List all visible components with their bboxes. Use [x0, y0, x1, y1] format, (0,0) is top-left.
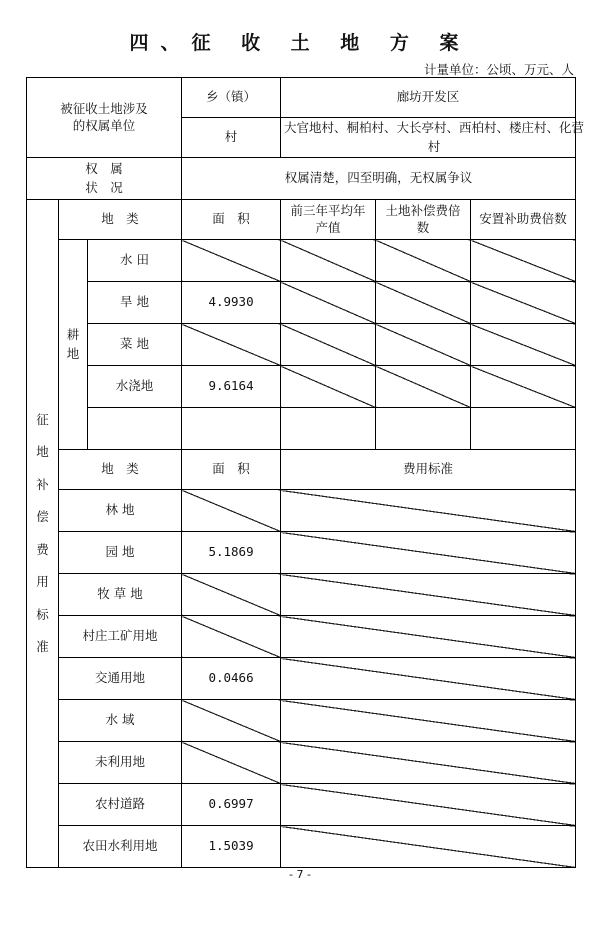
header-avg-annual-value: 前三年平均年产值 [281, 200, 376, 240]
measurement-unit-note: 计量单位：公顷、万元、人 [423, 62, 574, 77]
land-multiple-cell [376, 408, 471, 450]
land-type-name: 菜 地 [88, 324, 182, 366]
header-resettlement-multiple: 安置补助费倍数 [471, 200, 576, 240]
area-cell-empty [182, 700, 281, 742]
fee-standard-cell [281, 700, 576, 742]
table-row [27, 574, 576, 616]
land-type-name: 水浇地 [88, 366, 182, 408]
land-type-name: 旱 地 [88, 282, 182, 324]
fee-standard-cell [281, 532, 576, 574]
land-type-name [88, 408, 182, 450]
table-row [27, 658, 576, 700]
land-multiple-cell [376, 366, 471, 408]
area-cell-empty [182, 408, 281, 450]
land-type-name: 水 田 [88, 240, 182, 282]
area-cell-empty [182, 616, 281, 658]
area-cell-empty [182, 490, 281, 532]
fee-standard-cell [281, 658, 576, 700]
avg-value-cell [281, 408, 376, 450]
page-number: - 7 - [289, 868, 311, 881]
area-value: 0.0466 [182, 658, 281, 700]
land-type-name: 村庄工矿用地 [59, 616, 182, 658]
village-label: 村 [182, 118, 281, 158]
area-cell-empty [182, 240, 281, 282]
fee-standard-cell [281, 616, 576, 658]
table-row [27, 490, 576, 532]
land-type-name: 交通用地 [59, 658, 182, 700]
header-area-2: 面 积 [182, 450, 281, 490]
area-value: 9.6164 [182, 366, 281, 408]
land-multiple-cell [376, 240, 471, 282]
land-type-name: 未利用地 [59, 742, 182, 784]
header-area: 面 积 [182, 200, 281, 240]
avg-value-cell [281, 282, 376, 324]
resettle-multiple-cell [471, 324, 576, 366]
resettle-multiple-cell [471, 366, 576, 408]
avg-value-cell [281, 366, 376, 408]
ownership-status-value: 权属清楚，四至明确，无权属争议 [182, 158, 576, 200]
table-row [27, 826, 576, 868]
fee-standard-cell [281, 742, 576, 784]
land-type-name: 水 域 [59, 700, 182, 742]
header-land-type: 地 类 [59, 200, 182, 240]
area-value: 1.5039 [182, 826, 281, 868]
table-row [27, 784, 576, 826]
table-row [27, 366, 576, 408]
table-row [27, 408, 576, 450]
avg-value-cell [281, 324, 376, 366]
land-type-name: 园 地 [59, 532, 182, 574]
area-cell-empty [182, 324, 281, 366]
compensation-side-label: 征地补偿费用标准 [27, 200, 59, 868]
area-value: 0.6997 [182, 784, 281, 826]
table-row [27, 240, 576, 282]
ownership-status-label: 权 属 状 况 [27, 158, 182, 200]
fee-standard-cell [281, 490, 576, 532]
land-type-name: 牧 草 地 [59, 574, 182, 616]
land-multiple-cell [376, 282, 471, 324]
table-row [27, 324, 576, 366]
land-type-name: 林 地 [59, 490, 182, 532]
cultivated-land-label: 耕地 [59, 240, 88, 450]
fee-standard-cell [281, 826, 576, 868]
area-value: 5.1869 [182, 532, 281, 574]
land-expropriation-table [26, 77, 585, 868]
land-type-name: 农村道路 [59, 784, 182, 826]
resettle-multiple-cell [471, 408, 576, 450]
resettle-multiple-cell [471, 240, 576, 282]
township-value: 廊坊开发区 [281, 78, 576, 118]
header-fee-standard: 费用标准 [281, 450, 576, 490]
fee-standard-cell [281, 784, 576, 826]
ownership-unit-label: 被征收土地涉及的权属单位 [27, 78, 182, 158]
avg-value-cell [281, 240, 376, 282]
land-multiple-cell [376, 324, 471, 366]
fee-standard-cell [281, 574, 576, 616]
table-row [27, 700, 576, 742]
header-land-compensation-multiple: 土地补偿费倍数 [376, 200, 471, 240]
village-value: 大官地村、桐柏村、大长亭村、西柏村、楼庄村、化营村 [281, 118, 576, 158]
area-value: 4.9930 [182, 282, 281, 324]
township-label: 乡（镇） [182, 78, 281, 118]
land-type-name: 农田水利用地 [59, 826, 182, 868]
table-row [27, 742, 576, 784]
table-row [27, 616, 576, 658]
area-cell-empty [182, 574, 281, 616]
area-cell-empty [182, 742, 281, 784]
header-land-type-2: 地 类 [59, 450, 182, 490]
table-row [27, 532, 576, 574]
table-row [27, 282, 576, 324]
resettle-multiple-cell [471, 282, 576, 324]
document-title: 四、征 收 土 地 方 案 [129, 32, 471, 54]
